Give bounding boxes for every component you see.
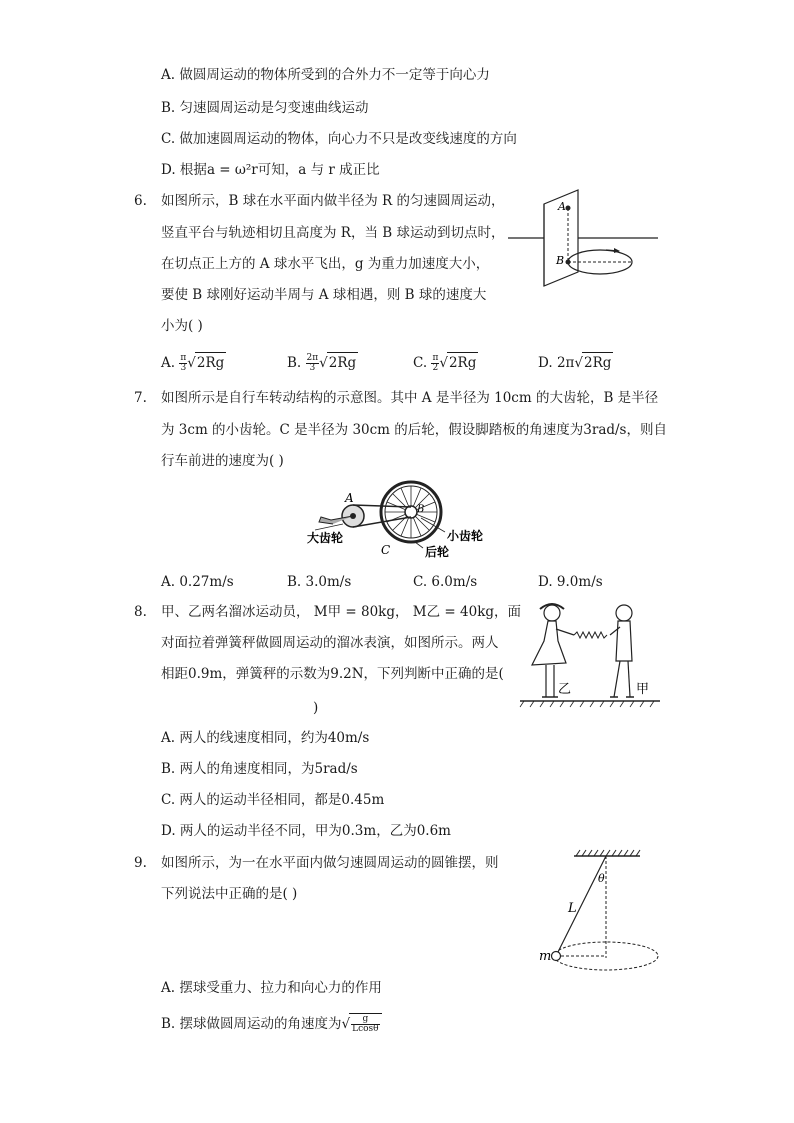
q6-option-c-label: C. bbox=[413, 355, 428, 371]
q9-option-a: A. 摆球受重力、拉力和向心力的作用 bbox=[161, 980, 382, 996]
q5-option-d bbox=[161, 160, 380, 180]
q6-stem-line-1: 如图所示，B 球在水平面内做半径为 R 的匀速圆周运动， bbox=[161, 193, 505, 209]
q8-stem-line-1: 甲、乙两名溜冰运动员， M甲 = 80kg， M乙 = 40kg，面 bbox=[161, 604, 522, 620]
q8-option-a: A. 两人的线速度相同，约为40m/s bbox=[161, 730, 370, 746]
q8-fig-label-jia: 甲 bbox=[636, 682, 650, 697]
radical-icon: √ bbox=[319, 355, 328, 371]
q8-stem-line-3: 相距0.9m，弹簧秤的示数为9.2N，下列判断中正确的是( bbox=[161, 666, 504, 682]
q9-fig-label-m: m bbox=[539, 949, 552, 964]
q9-option-b-fraction bbox=[351, 1015, 379, 1034]
q7-fig-label-a: A bbox=[345, 491, 354, 505]
q6-option-a-num: π bbox=[180, 353, 187, 363]
q6-option-c bbox=[413, 352, 478, 373]
q8-option-d: D. 两人的运动半径不同，甲为0.3m，乙为0.6m bbox=[161, 823, 451, 839]
q9-option-b bbox=[161, 1013, 382, 1034]
radical-icon: √ bbox=[341, 1016, 351, 1032]
q7-fig-label-b: B bbox=[417, 504, 425, 515]
q7-stem-line-1: 如图所示是自行车转动结构的示意图。其中 A 是半径为 10cm 的大齿轮，B 是半径 bbox=[161, 390, 659, 406]
q8-stem-line-2: 对面拉着弹簧秤做圆周运动的溜冰表演，如图所示。两人 bbox=[161, 635, 499, 651]
q9-option-b-prefix: B. 摆球做圆周运动的角速度为 bbox=[161, 1016, 342, 1032]
q8-skaters-diagram bbox=[518, 597, 662, 709]
q6-fig-label-b: B bbox=[556, 254, 565, 267]
q6-stem-line-4: 要使 B 球刚好运动半周与 A 球相遇，则 B 球的速度大 bbox=[161, 287, 487, 303]
q6-figure bbox=[506, 186, 662, 292]
q6-platform-diagram bbox=[506, 186, 662, 292]
q6-option-d-coef: 2π bbox=[556, 355, 575, 371]
q7-stem-line-2: 为 3cm 的小齿轮。C 是半径为 30cm 的后轮，假设脚踏板的角速度为3rad/s，则自 bbox=[161, 422, 667, 438]
q8-figure bbox=[518, 597, 662, 709]
q6-stem-line-5: 小为( ) bbox=[161, 318, 203, 334]
q7-fig-label-big-gear: 大齿轮 bbox=[307, 531, 344, 545]
q7-fig-label-c: C bbox=[381, 543, 391, 557]
q6-option-a bbox=[161, 352, 226, 373]
q7-option-a: A. 0.27m/s bbox=[161, 574, 234, 590]
q6-option-b bbox=[287, 352, 358, 373]
q8-stem-line-4: ) bbox=[313, 700, 319, 716]
q9-option-b-den: Lcosθ bbox=[352, 1024, 379, 1034]
radical-icon: √ bbox=[574, 355, 584, 371]
q6-option-b-num: 2π bbox=[306, 353, 319, 363]
q6-option-d-label: D. bbox=[538, 355, 553, 371]
q6-option-c-fraction bbox=[431, 354, 439, 373]
q6-option-a-label: A. bbox=[161, 355, 176, 371]
q7-option-c: C. 6.0m/s bbox=[413, 574, 478, 590]
q5-option-a: A. 做圆周运动的物体所受到的合外力不一定等于向心力 bbox=[161, 67, 490, 83]
q9-fig-label-l: L bbox=[568, 901, 577, 916]
q6-option-d-radicand: 2Rg bbox=[582, 352, 613, 373]
q6-option-c-radicand: 2Rg bbox=[447, 352, 478, 373]
radical-icon: √ bbox=[439, 355, 448, 371]
q5-option-d-prefix: D. 根据 bbox=[161, 162, 207, 178]
q9-conical-pendulum-diagram bbox=[534, 846, 662, 972]
q6-option-b-fraction bbox=[306, 354, 320, 373]
radical-icon: √ bbox=[187, 355, 196, 371]
q8-number: 8. bbox=[134, 604, 147, 620]
q9-option-b-num: g bbox=[351, 1015, 379, 1025]
q6-option-a-fraction bbox=[179, 354, 187, 373]
q6-fig-label-a: A bbox=[558, 200, 566, 213]
q6-stem-line-3: 在切点正上方的 A 球水平飞出，g 为重力加速度大小， bbox=[161, 256, 490, 272]
q9-stem-line-1: 如图所示，为一在水平面内做匀速圆周运动的圆锥摆，则 bbox=[161, 855, 499, 871]
q9-stem-line-2: 下列说法中正确的是( ) bbox=[161, 886, 298, 902]
q7-fig-label-rear-wheel: 后轮 bbox=[425, 545, 450, 559]
q7-option-d: D. 9.0m/s bbox=[538, 574, 603, 590]
q5-option-c: C. 做加速圆周运动的物体，向心力不只是改变线速度的方向 bbox=[161, 131, 517, 147]
q8-fig-label-yi: 乙 bbox=[558, 682, 572, 697]
q7-fig-label-small-gear: 小齿轮 bbox=[447, 529, 484, 543]
q6-number: 6. bbox=[134, 193, 147, 209]
q5-option-b: B. 匀速圆周运动是匀变速曲线运动 bbox=[161, 100, 369, 116]
q5-option-d-suffix: 可知，a 与 r 成正比 bbox=[257, 162, 380, 178]
q6-stem-line-2: 竖直平台与轨迹相切且高度为 R，当 B 球运动到切点时， bbox=[161, 225, 505, 241]
q8-option-b: B. 两人的角速度相同，为5rad/s bbox=[161, 761, 358, 777]
q8-option-c: C. 两人的运动半径相同，都是0.45m bbox=[161, 792, 385, 808]
q7-stem-line-3: 行车前进的速度为( ) bbox=[161, 453, 284, 469]
q9-fig-label-theta: θ bbox=[598, 872, 605, 885]
q7-figure bbox=[303, 480, 499, 562]
q5-option-d-formula: a = ω²r bbox=[206, 162, 258, 178]
q6-option-c-den: 2 bbox=[432, 363, 439, 373]
q7-bicycle-drive-diagram bbox=[303, 480, 499, 562]
q6-option-b-radicand: 2Rg bbox=[327, 352, 358, 373]
q6-option-c-num: π bbox=[432, 353, 439, 363]
q9-figure bbox=[534, 846, 662, 972]
q6-option-a-radicand: 2Rg bbox=[195, 352, 226, 373]
q6-option-b-den: 3 bbox=[309, 363, 316, 373]
q7-number: 7. bbox=[134, 390, 147, 406]
q9-number: 9. bbox=[134, 855, 147, 871]
q6-option-d bbox=[538, 352, 613, 373]
q7-option-b: B. 3.0m/s bbox=[287, 574, 352, 590]
q6-option-a-den: 3 bbox=[180, 363, 187, 373]
q6-option-b-label: B. bbox=[287, 355, 302, 371]
